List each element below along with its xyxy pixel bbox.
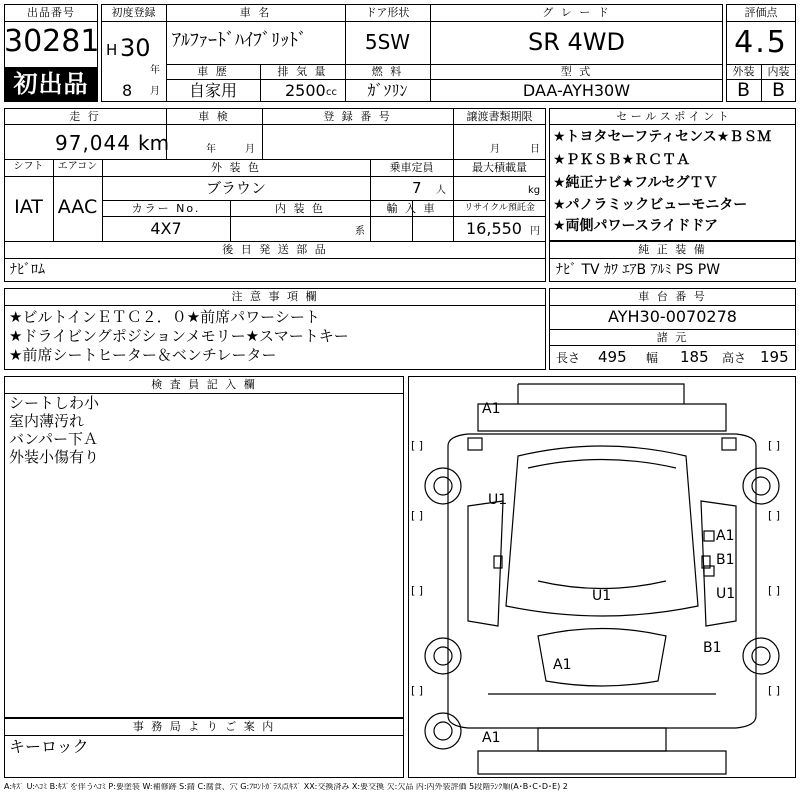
first-listing-text: 初出品 xyxy=(13,70,89,98)
model-label: 型 式 xyxy=(560,65,593,78)
front-left-wheel xyxy=(425,468,461,504)
reg-month: 8 xyxy=(122,81,133,100)
note-line: ★前席シートヒーター＆ベンチレーター xyxy=(9,346,277,364)
bracket: [ ] xyxy=(411,509,424,522)
deadline-month-unit: 月 xyxy=(490,144,500,155)
interior-color-label: 内 装 色 xyxy=(275,202,325,215)
grade: SR 4WD xyxy=(527,28,626,56)
color-number-label: カラー No. xyxy=(131,202,201,215)
selling-point-line: ★純正ナビ★フルセグＴＶ xyxy=(553,175,718,191)
seats-label: 乗車定員 xyxy=(389,161,434,174)
score-label: 評価点 xyxy=(744,6,778,19)
exterior-color: ブラウン xyxy=(205,179,266,197)
lot-number: 30281 xyxy=(4,24,100,59)
model-code: DAA-AYH30W xyxy=(522,81,631,100)
inspector-line: 外装小傷有り xyxy=(9,448,100,466)
ac-label: エアコン xyxy=(57,161,98,172)
left-window xyxy=(468,501,503,626)
rear-right-wheel xyxy=(743,638,779,674)
legend: A:ｷｽﾞ U:ﾍｺﾐ B:ｷｽﾞを伴うﾍｺﾐ P:要塗装 W:補修跡 S:錆 C:腐食、穴 G:ﾌﾛﾝﾄｶﾞﾗｽ点ｷｽﾞ XX:交換済み X:要交換 欠:欠品 内:内外装評価 5段階ﾗﾝｸ順(A･B･C･D･E) 2 xyxy=(4,783,568,791)
fuel: ｶﾞｿﾘﾝ xyxy=(367,81,408,100)
history: 自家用 xyxy=(188,81,237,100)
chassis-label: 車 台 番 号 xyxy=(638,290,707,303)
car-name: ｱﾙﾌｧｰﾄﾞﾊｲﾌﾞﾘｯﾄﾞ xyxy=(172,30,307,51)
selling-point-line: ★パノラミックビューモニター xyxy=(553,197,748,213)
max-load-unit: kg xyxy=(528,185,541,196)
import-label: 輸 入 車 xyxy=(386,202,437,215)
recycle-unit: 円 xyxy=(530,226,540,237)
front-right-wheel xyxy=(743,468,779,504)
shift-label: シフト xyxy=(13,161,44,172)
shift: IAT xyxy=(14,196,43,218)
grade-label: グ レ ー ド xyxy=(542,6,611,19)
inspector-label: 検 査 員 記 入 欄 xyxy=(151,378,257,391)
era: H xyxy=(106,41,118,59)
history-label: 車 歴 xyxy=(197,65,229,78)
ac: AAC xyxy=(57,196,98,218)
car-name-label: 車 名 xyxy=(239,6,272,19)
car-diagram xyxy=(408,376,796,778)
score: 4.5 xyxy=(734,25,788,60)
width-label: 幅 xyxy=(646,351,659,365)
inspector-line: 室内薄汚れ xyxy=(9,412,85,430)
lot-number-label: 出品番号 xyxy=(27,6,75,19)
width: 185 xyxy=(680,348,709,366)
length-label: 長さ xyxy=(556,351,581,365)
bracket: [ ] xyxy=(768,584,781,597)
max-load-label: 最大積載量 xyxy=(472,161,527,174)
door-type: 5SW xyxy=(364,30,411,54)
mileage: 97,044 xyxy=(55,131,131,155)
damage-mark: A1 xyxy=(553,657,572,673)
shaken-year-unit: 年 xyxy=(206,144,216,155)
note-line: ★ビルトインＥＴＣ２．０★前席パワーシート xyxy=(9,308,320,326)
length: 495 xyxy=(598,348,627,366)
displacement-label: 排 気 量 xyxy=(277,65,328,78)
damage-mark: U1 xyxy=(488,492,508,508)
bracket: [ ] xyxy=(411,584,424,597)
reg-year: 30 xyxy=(120,34,151,62)
notes-label: 注 意 事 項 欄 xyxy=(231,290,319,303)
office-text: キーロック xyxy=(9,737,89,756)
inspector-line: バンパー下Ａ xyxy=(9,430,98,448)
door-type-label: ドア形状 xyxy=(365,6,410,19)
note-line: ★ドライビングポジションメモリー★スマートキー xyxy=(9,327,349,345)
plate-label: 登 録 番 号 xyxy=(323,110,392,123)
interior-grade: B xyxy=(771,79,786,101)
later-parts: ﾅﾋﾞﾛﾑ xyxy=(10,262,45,278)
selling-point-line: ★トヨタセーフティセンス★ＢＳＭ xyxy=(553,129,772,145)
damage-mark: A1 xyxy=(716,528,735,544)
bracket: [ ] xyxy=(768,509,781,522)
bracket: [ ] xyxy=(411,439,424,452)
damage-mark: A1 xyxy=(482,401,501,417)
first-reg-label: 初度登録 xyxy=(111,6,156,19)
spec-label: 諸 元 xyxy=(656,331,689,344)
color-number: 4X7 xyxy=(150,219,182,238)
front-bumper xyxy=(478,404,726,431)
equipment: ﾅﾋﾞ TV ｶﾜ ｴｱB ｱﾙﾐ PS PW xyxy=(556,262,721,278)
damage-mark: A1 xyxy=(482,730,501,746)
mileage-label: 走 行 xyxy=(69,110,101,123)
damage-mark: U1 xyxy=(716,586,736,602)
damage-mark: U1 xyxy=(592,588,612,604)
equipment-label: 純 正 装 備 xyxy=(638,243,707,256)
shaken-label: 車 検 xyxy=(198,110,230,123)
inspector-line: シートしわ小 xyxy=(9,394,100,412)
spare-wheel xyxy=(425,713,461,749)
rear-left-wheel xyxy=(425,638,461,674)
later-parts-label: 後 日 発 送 部 品 xyxy=(222,243,328,256)
deadline-day-unit: 日 xyxy=(530,144,540,155)
chassis-number: AYH30-0070278 xyxy=(608,307,737,326)
office-label: 事 務 局 よ り ご 案 内 xyxy=(132,720,276,733)
damage-mark: B1 xyxy=(703,640,722,656)
seats: 7 xyxy=(412,179,422,197)
bracket: [ ] xyxy=(768,439,781,452)
height-label: 高さ xyxy=(722,351,747,365)
exterior-label: 外装 xyxy=(732,65,755,78)
bracket: [ ] xyxy=(411,684,424,697)
shaken-month-unit: 月 xyxy=(245,144,255,155)
seats-unit: 人 xyxy=(436,185,446,196)
month-unit: 月 xyxy=(150,86,160,97)
recycle-label: リサイクル預託金 xyxy=(464,203,535,213)
interior-label: 内装 xyxy=(767,65,790,78)
selling-point-line: ★両側パワースライドドア xyxy=(553,218,719,234)
selling-point-line: ★ＰＫＳＢ★ＲＣＴＡ xyxy=(553,152,691,168)
displacement: 2500 xyxy=(285,81,326,100)
height: 195 xyxy=(760,348,789,366)
interior-color-unit: 系 xyxy=(355,226,365,237)
damage-mark: B1 xyxy=(716,552,735,568)
deadline-label: 譲渡書類期限 xyxy=(466,110,533,123)
displacement-unit: cc xyxy=(326,87,337,98)
exterior-grade: B xyxy=(736,79,751,101)
selling-points-label: セ ー ル ス ポ イ ン ト xyxy=(616,110,729,123)
mileage-unit: km xyxy=(138,131,170,155)
rear-bumper xyxy=(538,728,666,751)
bracket: [ ] xyxy=(768,684,781,697)
recycle-fee: 16,550 xyxy=(466,219,522,238)
fuel-label: 燃 料 xyxy=(371,65,404,78)
exterior-color-label: 外 装 色 xyxy=(211,161,261,174)
body-outline xyxy=(448,434,756,728)
year-unit: 年 xyxy=(150,65,160,76)
